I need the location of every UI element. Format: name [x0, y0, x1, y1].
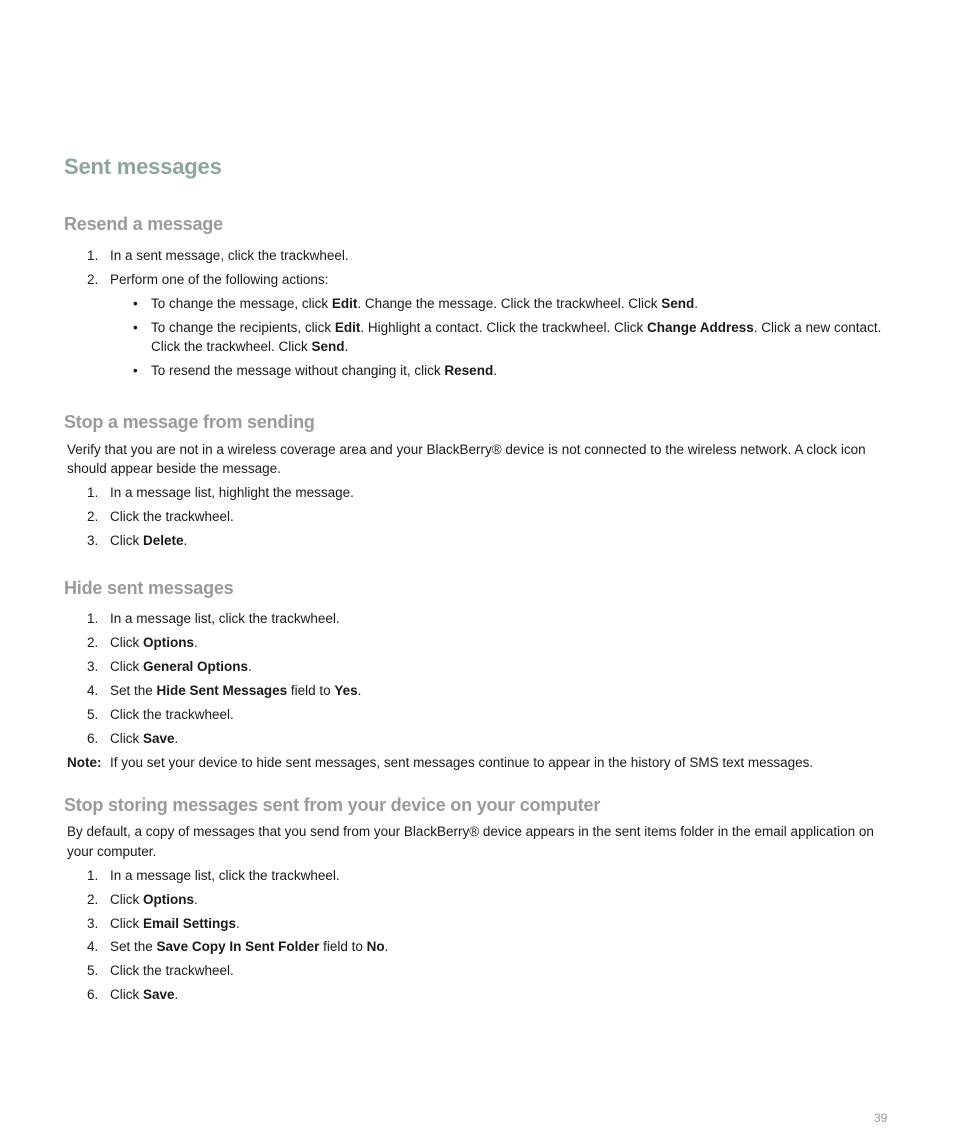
step-number: 4. [87, 683, 99, 698]
section-heading-stop-sending: Stop a message from sending [64, 412, 315, 432]
step-number: 2. [87, 272, 99, 287]
note-label: Note: [67, 755, 102, 770]
bullet: • [133, 320, 138, 335]
stop-storing-step-4: Set the Save Copy In Sent Folder field to No. [110, 939, 389, 954]
step-number: 5. [87, 963, 99, 978]
hide-step-1: In a message list, click the trackwheel. [110, 611, 340, 626]
step-number: 1. [87, 611, 99, 626]
resend-step-1: In a sent message, click the trackwheel. [110, 248, 349, 263]
step-number: 1. [87, 248, 99, 263]
step-number: 2. [87, 509, 99, 524]
stop-storing-step-1: In a message list, click the trackwheel. [110, 868, 340, 883]
resend-bullet-2-line-1: To change the recipients, click Edit. Highlight a contact. Click the trackwheel. Click Change Address. Click a new contact. [151, 320, 882, 335]
section-heading-resend: Resend a message [64, 214, 223, 234]
resend-bullet-1: To change the message, click Edit. Change the message. Click the trackwheel. Click Send. [151, 296, 699, 311]
resend-bullet-3: To resend the message without changing it, click Resend. [151, 363, 497, 378]
stop-sending-step-2: Click the trackwheel. [110, 509, 234, 524]
section-heading-stop-storing: Stop storing messages sent from your device on your computer [64, 795, 601, 815]
hide-step-3: Click General Options. [110, 659, 252, 674]
hide-step-6: Click Save. [110, 731, 179, 746]
stop-sending-paragraph-line-2: should appear beside the message. [67, 461, 281, 476]
step-number: 6. [87, 987, 99, 1002]
hide-step-5: Click the trackwheel. [110, 707, 234, 722]
bullet: • [133, 363, 138, 378]
stop-sending-step-1: In a message list, highlight the message. [110, 485, 354, 500]
step-number: 6. [87, 731, 99, 746]
stop-sending-paragraph-line-1: Verify that you are not in a wireless coverage area and your BlackBerry® device is not connected to the wireless network. A clock icon [67, 442, 866, 457]
stop-sending-step-3: Click Delete. [110, 533, 188, 548]
step-number: 3. [87, 659, 99, 674]
step-number: 1. [87, 485, 99, 500]
hide-step-2: Click Options. [110, 635, 198, 650]
step-number: 3. [87, 916, 99, 931]
stop-storing-paragraph-line-2: your computer. [67, 844, 157, 859]
step-number: 4. [87, 939, 99, 954]
step-number: 3. [87, 533, 99, 548]
page-title: Sent messages [64, 154, 222, 179]
step-number: 2. [87, 635, 99, 650]
resend-bullet-2-line-2: Click the trackwheel. Click Send. [151, 339, 349, 354]
step-number: 2. [87, 892, 99, 907]
stop-storing-step-6: Click Save. [110, 987, 179, 1002]
resend-step-2: Perform one of the following actions: [110, 272, 329, 287]
stop-storing-step-3: Click Email Settings. [110, 916, 240, 931]
bullet: • [133, 296, 138, 311]
section-heading-hide: Hide sent messages [64, 578, 234, 598]
note-text: If you set your device to hide sent messages, sent messages continue to appear in the history of SMS text messages. [110, 755, 814, 770]
stop-storing-paragraph-line-1: By default, a copy of messages that you send from your BlackBerry® device appears in the sent items folder in the email application on [67, 824, 874, 839]
step-number: 1. [87, 868, 99, 883]
stop-storing-step-5: Click the trackwheel. [110, 963, 234, 978]
stop-storing-step-2: Click Options. [110, 892, 198, 907]
hide-step-4: Set the Hide Sent Messages field to Yes. [110, 683, 362, 698]
step-number: 5. [87, 707, 99, 722]
page-number: 39 [874, 1111, 888, 1125]
